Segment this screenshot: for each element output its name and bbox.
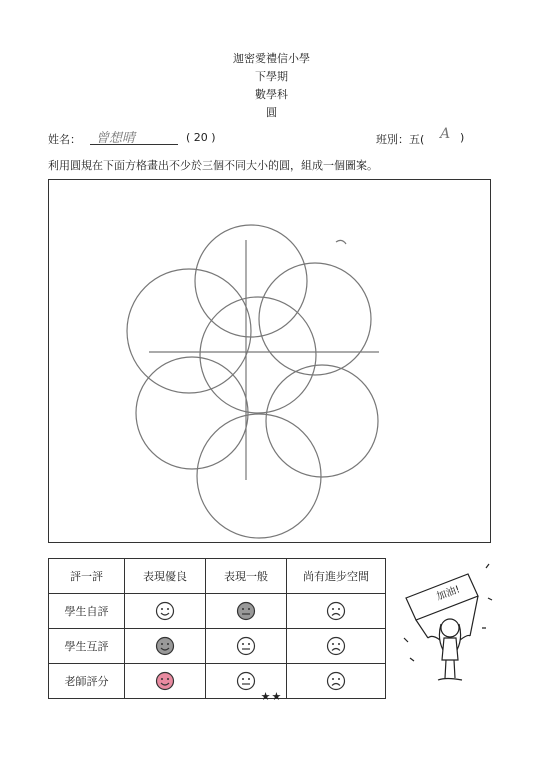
class-label: 班別：五( <box>376 133 425 146</box>
rating-cell <box>206 594 287 629</box>
smiley-face-icon <box>155 601 175 621</box>
rating-cell <box>125 629 206 664</box>
table-row <box>49 594 386 629</box>
circle-drawing <box>49 180 490 542</box>
sad-face-icon <box>326 601 346 621</box>
header-cell: 表現一般 <box>206 559 287 594</box>
neutral-face-icon <box>236 671 256 691</box>
neutral-face-icon <box>236 636 256 656</box>
rating-cell <box>206 629 287 664</box>
pencil-mark <box>336 240 346 244</box>
header-cell: 表現優良 <box>125 559 206 594</box>
circle-center <box>200 297 316 413</box>
name-label: 姓名： <box>48 133 81 146</box>
name-underline <box>90 144 178 145</box>
header-cell: 評一評 <box>49 559 125 594</box>
circle-upper-right <box>259 263 371 375</box>
girl-legs-icon <box>445 660 455 678</box>
evaluation-table <box>48 558 386 699</box>
girl-dress-icon <box>442 638 458 660</box>
circle-lower-left <box>136 357 248 469</box>
table-row <box>49 629 386 664</box>
stars-rating: ★★ <box>260 690 283 703</box>
ground-line-icon <box>438 679 462 681</box>
rating-cell <box>125 594 206 629</box>
table-header-row <box>49 559 386 594</box>
header-cell: 尚有進步空間 <box>287 559 386 594</box>
row-label: 老師評分 <box>49 664 125 699</box>
class-number: ( 20 ) <box>186 131 216 144</box>
drawing-area <box>48 179 491 543</box>
sad-face-icon <box>326 671 346 691</box>
class-close: ) <box>460 131 465 144</box>
banner-pole-icon <box>416 620 428 638</box>
rating-cell <box>287 594 386 629</box>
circle-lower-right <box>266 365 378 477</box>
cheering-girl-illustration <box>398 558 493 690</box>
row-label: 學生互評 <box>49 629 125 664</box>
topic-title: 圓 <box>266 106 277 119</box>
sticker-text: 加油! <box>435 584 462 603</box>
smiley-face-icon <box>155 671 175 691</box>
rating-cell <box>287 629 386 664</box>
smiley-face-icon <box>155 636 175 656</box>
class-value: A <box>440 126 451 142</box>
neutral-face-icon <box>236 601 256 621</box>
subject: 數學科 <box>255 88 288 101</box>
circle-bottom <box>197 414 321 538</box>
girl-head-icon <box>441 619 459 637</box>
name-value: 曾想晴 <box>96 131 136 146</box>
instruction-text: 利用圓規在下面方格畫出不少於三個不同大小的圓，組成一個圖案。 <box>48 159 378 172</box>
term: 下學期 <box>255 70 288 83</box>
banner-pole-icon <box>470 596 478 636</box>
school-name: 迦密愛禮信小學 <box>233 52 310 65</box>
row-label: 學生自評 <box>49 594 125 629</box>
sad-face-icon <box>326 636 346 656</box>
